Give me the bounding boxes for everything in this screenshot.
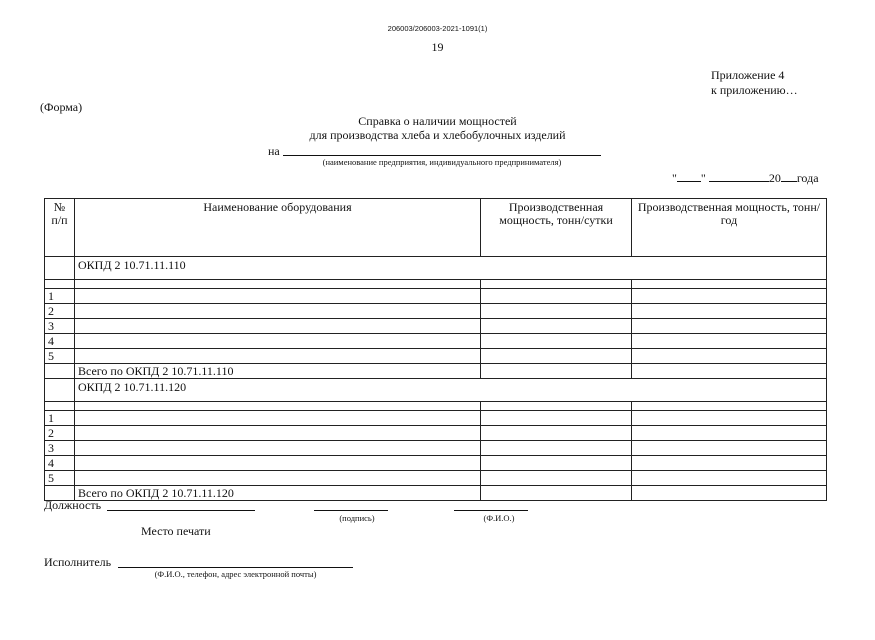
header-capacity-per-year: Производственная мощность, тонн/год — [632, 199, 827, 257]
table-row — [45, 441, 827, 456]
equipment-cell[interactable] — [75, 471, 481, 486]
month-field[interactable] — [709, 170, 769, 182]
daily-capacity-cell[interactable] — [481, 456, 632, 471]
table-cell[interactable] — [75, 280, 481, 289]
row-number: 1 — [45, 289, 75, 304]
year-prefix: 20 — [768, 171, 781, 185]
total-number-cell — [45, 364, 75, 379]
group-title-number-cell — [45, 257, 75, 280]
total-row — [45, 364, 827, 379]
daily-capacity-cell[interactable] — [481, 349, 632, 364]
page-number: 19 — [431, 40, 444, 54]
header-equipment-name: Наименование оборудования — [75, 199, 481, 257]
table-row — [45, 289, 827, 304]
yearly-capacity-cell[interactable] — [632, 471, 827, 486]
header-capacity-per-day: Производственная мощность, тонн/сутки — [481, 199, 632, 257]
na-label: на — [268, 144, 280, 158]
daily-capacity-cell[interactable] — [481, 319, 632, 334]
title-line-1: Справка о наличии мощностей — [358, 114, 517, 128]
daily-capacity-cell[interactable] — [481, 471, 632, 486]
stamp-label: Место печати — [141, 524, 211, 538]
table-row — [45, 426, 827, 441]
daily-capacity-cell[interactable] — [481, 304, 632, 319]
table-row — [45, 456, 827, 471]
group-title-number-cell — [45, 379, 75, 402]
enterprise-name-field[interactable] — [283, 155, 601, 156]
total-label: Всего по ОКПД 2 10.71.11.110 — [75, 364, 481, 379]
equipment-cell[interactable] — [75, 304, 481, 319]
table-cell[interactable] — [632, 280, 827, 289]
full-name-caption: (Ф.И.О.) — [483, 513, 515, 523]
position-label: Должность — [44, 498, 102, 512]
row-number: 1 — [45, 411, 75, 426]
capacity-table — [44, 198, 827, 501]
row-number: 4 — [45, 334, 75, 349]
document-title — [0, 114, 875, 142]
table-row — [45, 319, 827, 334]
date-line — [672, 170, 819, 186]
table-header-row — [45, 199, 827, 257]
row-number: 5 — [45, 471, 75, 486]
group-title-row — [45, 257, 827, 280]
day-field[interactable] — [677, 170, 701, 182]
position-field[interactable] — [107, 510, 255, 511]
document-id: 206003/206003-2021-1091(1) — [387, 24, 488, 33]
row-number: 4 — [45, 456, 75, 471]
appendix-line-2: к приложению… — [711, 83, 798, 97]
table-row — [45, 304, 827, 319]
total-label: Всего по ОКПД 2 10.71.11.120 — [75, 486, 481, 501]
date-close-quote: " — [700, 171, 706, 185]
daily-capacity-cell[interactable] — [481, 426, 632, 441]
table-row — [45, 402, 827, 411]
group-title: ОКПД 2 10.71.11.120 — [75, 379, 827, 402]
table-cell[interactable] — [632, 402, 827, 411]
executor-caption: (Ф.И.О., телефон, адрес электронной почты) — [154, 569, 317, 579]
equipment-cell[interactable] — [75, 319, 481, 334]
table-cell — [45, 280, 75, 289]
table-row — [45, 411, 827, 426]
year-suffix: года — [796, 171, 819, 185]
row-number: 5 — [45, 349, 75, 364]
table-row — [45, 280, 827, 289]
executor-field[interactable] — [118, 567, 353, 568]
yearly-capacity-cell[interactable] — [632, 441, 827, 456]
title-line-2: для производства хлеба и хлебобулочных изделий — [309, 128, 566, 142]
yearly-capacity-cell[interactable] — [632, 319, 827, 334]
group-title-row — [45, 379, 827, 402]
yearly-capacity-cell[interactable] — [632, 349, 827, 364]
executor-label: Исполнитель — [44, 555, 112, 569]
signature-field[interactable] — [314, 510, 388, 511]
table-cell[interactable] — [481, 280, 632, 289]
appendix-reference — [711, 68, 798, 98]
table-cell[interactable] — [481, 402, 632, 411]
equipment-cell[interactable] — [75, 456, 481, 471]
total-daily-cell[interactable] — [481, 486, 632, 501]
table-cell — [45, 402, 75, 411]
yearly-capacity-cell[interactable] — [632, 456, 827, 471]
equipment-cell[interactable] — [75, 349, 481, 364]
row-number: 2 — [45, 304, 75, 319]
full-name-field[interactable] — [454, 510, 528, 511]
appendix-line-1: Приложение 4 — [711, 68, 785, 82]
date-open-quote: " — [672, 171, 677, 185]
total-daily-cell[interactable] — [481, 364, 632, 379]
table-row — [45, 334, 827, 349]
equipment-cell[interactable] — [75, 334, 481, 349]
row-number: 2 — [45, 426, 75, 441]
equipment-cell[interactable] — [75, 411, 481, 426]
total-yearly-cell[interactable] — [632, 364, 827, 379]
table-row — [45, 349, 827, 364]
equipment-cell[interactable] — [75, 441, 481, 456]
form-label: (Форма) — [40, 100, 83, 114]
daily-capacity-cell[interactable] — [481, 441, 632, 456]
year-field[interactable] — [781, 170, 797, 182]
row-number: 3 — [45, 319, 75, 334]
daily-capacity-cell[interactable] — [481, 411, 632, 426]
total-row — [45, 486, 827, 501]
equipment-cell[interactable] — [75, 426, 481, 441]
enterprise-name-caption: (наименование предприятия, индивидуального предпринимателя) — [322, 157, 562, 167]
row-number: 3 — [45, 441, 75, 456]
yearly-capacity-cell[interactable] — [632, 304, 827, 319]
equipment-cell[interactable] — [75, 289, 481, 304]
yearly-capacity-cell[interactable] — [632, 426, 827, 441]
table-cell[interactable] — [75, 402, 481, 411]
group-title: ОКПД 2 10.71.11.110 — [75, 257, 827, 280]
signature-caption: (подпись) — [339, 513, 375, 523]
daily-capacity-cell[interactable] — [481, 334, 632, 349]
yearly-capacity-cell[interactable] — [632, 334, 827, 349]
yearly-capacity-cell[interactable] — [632, 289, 827, 304]
table-row — [45, 471, 827, 486]
daily-capacity-cell[interactable] — [481, 289, 632, 304]
total-yearly-cell[interactable] — [632, 486, 827, 501]
yearly-capacity-cell[interactable] — [632, 411, 827, 426]
header-number: № п/п — [45, 199, 75, 257]
